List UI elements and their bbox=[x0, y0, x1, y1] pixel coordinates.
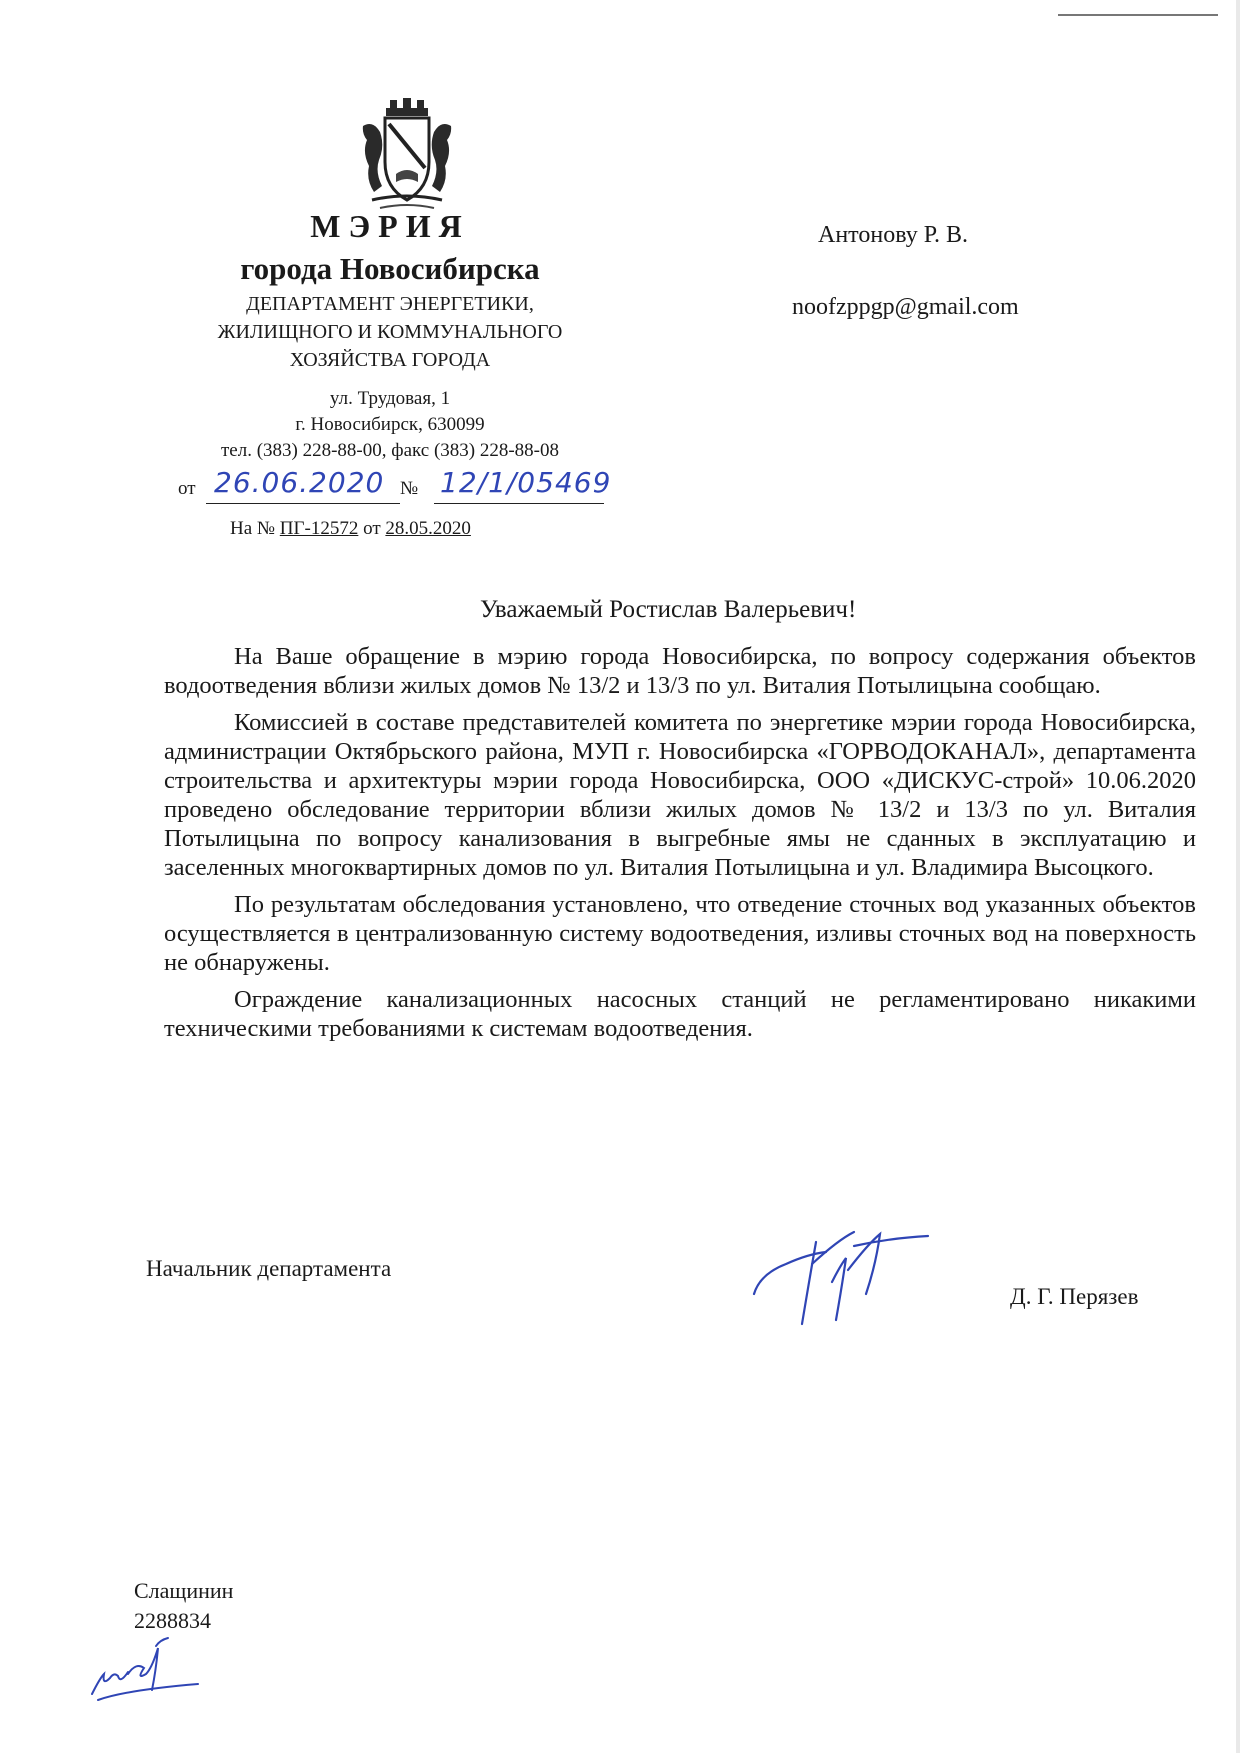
executor-info bbox=[134, 1576, 233, 1636]
reply-number: ПГ-12572 bbox=[279, 518, 359, 539]
reply-prefix: На № bbox=[230, 518, 276, 539]
address-line: ул. Трудовая, 1 bbox=[329, 388, 451, 409]
registration-line bbox=[178, 466, 638, 508]
org-address bbox=[150, 386, 630, 464]
signatory-position: Начальник департамента bbox=[146, 1256, 392, 1281]
scan-edge bbox=[1236, 0, 1240, 1753]
number-underline bbox=[434, 503, 604, 504]
letter-body bbox=[164, 642, 1196, 1051]
scan-artifact-line bbox=[1058, 14, 1218, 16]
executor-phone: 2288834 bbox=[134, 1608, 211, 1633]
body-paragraph: По результатам обследования установлено, что отведение сточных вод указанных объектов осуществляется в централизованную систему водоотведения, изливы сточных вод на поверхность не обнаружены. bbox=[164, 891, 1196, 976]
executor-name: Слащинин bbox=[134, 1578, 234, 1603]
date-underline bbox=[206, 503, 400, 504]
date-prefix: от bbox=[178, 478, 196, 499]
addressee-email: noofzppgp@gmail.com bbox=[792, 294, 1019, 320]
department-line: ДЕПАРТАМЕНТ ЭНЕРГЕТИКИ, bbox=[246, 293, 534, 315]
body-paragraph: На Ваше обращение в мэрию города Новосибирска, по вопросу содержания объектов водоотведения вблизи жилых домов № 13/2 и 13/3 по ул. Виталия Потылицына сообщаю. bbox=[164, 643, 1196, 699]
department-line: ХОЗЯЙСТВА ГОРОДА bbox=[289, 349, 491, 371]
body-paragraph: Комиссией в составе представителей комитета по энергетике мэрии города Новосибирска, администрации Октябрьского района, МУП г. Новосибирска «ГОРВОДОКАНАЛ», департамента строительства и архитектуры мэрии города Новосибирска, ООО «ДИСКУС-строй» 10.06.2020 проведено обследование территории вблизи жилых домов № 13/2 и 13/3 по ул. Виталия Потылицына по вопросу канализования в выгребные ямы не сданных в эксплуатацию и заселенных многоквартирных домов по ул. Виталия Потылицына и ул. Владимира Высоцкого. bbox=[164, 709, 1196, 881]
city-coat-of-arms-icon bbox=[358, 96, 456, 214]
reply-date-prefix: от bbox=[363, 518, 381, 539]
outgoing-number: 12/1/05469 bbox=[440, 466, 612, 499]
org-title: МЭРИЯ bbox=[310, 208, 470, 244]
signatory-name: Д. Г. Перязев bbox=[1010, 1284, 1139, 1309]
handwritten-signature bbox=[750, 1224, 930, 1328]
org-city: города Новосибирска bbox=[240, 251, 540, 286]
outgoing-date: 26.06.2020 bbox=[214, 466, 385, 499]
reply-reference bbox=[230, 518, 471, 540]
reply-date: 28.05.2020 bbox=[385, 518, 471, 539]
contact-line: тел. (383) 228-88-00, факс (383) 228-88-08 bbox=[220, 440, 560, 461]
department-line: ЖИЛИЩНОГО И КОММУНАЛЬНОГО bbox=[217, 321, 563, 343]
handwritten-initials bbox=[86, 1634, 204, 1708]
addressee-name: Антонову Р. В. bbox=[818, 222, 969, 248]
address-line: г. Новосибирск, 630099 bbox=[295, 414, 485, 435]
body-paragraph: Ограждение канализационных насосных станций не регламентировано никакими техническими требованиями к системам водоотведения. bbox=[164, 986, 1196, 1042]
salutation: Уважаемый Ростислав Валерьевич! bbox=[480, 596, 857, 623]
number-prefix: № bbox=[400, 478, 419, 499]
department-name bbox=[160, 290, 620, 374]
